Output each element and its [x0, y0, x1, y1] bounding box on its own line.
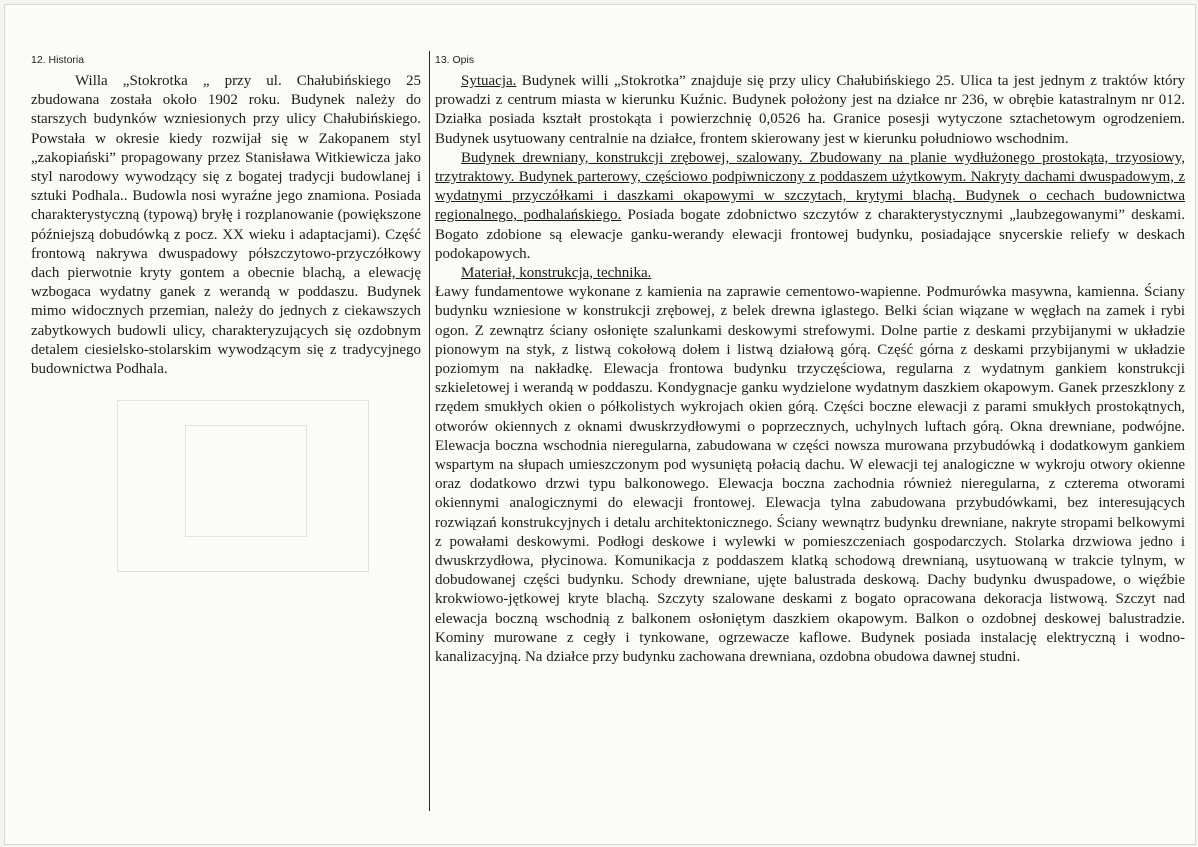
description-heading: 13. Opis [435, 54, 475, 66]
document-page [4, 4, 1196, 845]
section-history [31, 54, 421, 379]
bleed-through-box [117, 400, 369, 572]
situation-label: Sytuacja. [461, 73, 517, 89]
column-divider [429, 51, 430, 811]
situation-text: Budynek willi „Stokrotka” znajduje się przy ulicy Chałubińskiego 25. Ulica ta jest jednym z traktów który prowadzi z centrum miasta w kierunku Kuźnic. Budynek położony jest na działce nr 236, w obrębie katastralnym nr 012. Działka posiada kształt prostokąta i powierzchnię 0,0526 ha. Granice posesji wytyczone sztachetowym ogrodzeniem. Budynek usytuowany centralnie na działce, frontem skierowany jest w kierunku południowo wschodnim. [435, 73, 1185, 147]
building-ornament-text: Posiada bogate zdobnictwo szczytów z charakterystycznymi „laubzegowanymi” deskami. Bogato zdobione są elewacje ganku-werandy elewacji frontowej budynku, posiadające snycerskie reliefy w deskach podokapowych. [435, 207, 1186, 262]
bleed-through-box [185, 425, 307, 537]
building-summary: Budynek drewniany, konstrukcji zrębowej, szalowany. Zbudowany na planie wydłużonego prostokąta, trzyosiowy, trzytraktowy. Budynek parterowy, częściowo podpiwniczony z poddaszem użytkowym. Nakryty dachami dwuspadowym, z wydatnymi przyczółkami i daszkami okapowymi w szczytach, krytymi blachą. Budynek o cechach budownictwa regionalnego, podhalańskiego. [435, 149, 1185, 224]
material-paragraph: Ławy fundamentowe wykonane z kamienia na zaprawie cementowo-wapienne. Podmurówka masywna, kamienna. Ściany budynku wzniesione w konstrukcji zrębowej, z belek drewna iglastego. Belki ścian wiązane w węgłach na zamek i rybi ogon. Z zewnątrz ściany osłonięte szalunkami deskowymi strefowymi. Dolne partie z deskami przybijanymi w układzie pionowym na styk, z listwą cokołową dołem i listwą działową górą. Część górna z deskami przybijanymi w układzie poziomym na nakładkę. Elewacja frontowa budynku trzyczęściowa, regularna z wydatnym gankiem konstrukcji szkieletowej i werandą w poddaszu. Kondygnacje ganku wydzielone wydatnym daszkiem okapowym. Ganek przeszklony z rzędem smukłych okien o półkolistych wykrojach okien górą. Części boczne elewacji z parami smukłych prostokątnych, otworów okiennych z oknami dwuskrzydłowymi o poprzecznych, uchylnych luftach górą. Okna drewniane, podwójne. Elewacja boczna wschodnia nieregularna, zabudowana w części nowsza murowana przybudówką i dodatkowym gankiem wspartym na słupach umieszczonym pod wysuniętą połacią dachu. W elewacji tej analogiczne w wykroju otwory okienne oraz dodatkowo drzwi typu balkonowego. Elewacja boczna zachodnia również nieregularna, z czterema otworami okiennymi analogicznymi do elewacji frontowej. Elewacja tylna zabudowana przybudówkami, bez interesujących rozwiązań konstrukcyjnych i detalu architektonicznego. Ściany wewnątrz budynku drewniane, nakryte stropami belkowymi z powałami deskowymi. Podłogi deskowe i wylewki w pomieszczeniach gospodarczych. Stolarka drzwiowa jedno i dwuskrzydłowa, płycinowa. Komunikacja z poddaszem klatką schodową drewnianą, usytuowaną w trakcie tylnym, w dobudowanej części budynku. Schody drewniane, ujęte balustrada deskową. Dachy budynku dwuspadowe, o więźbie krokwiowo-jętkowej kryte blachą. Szczyty szalowane deskami z bogato opracowana dekoracja listwową. Szczyt nad elewacja boczną wschodnią z balkonem osłoniętym daszkiem okapowym. Balkon o ozdobnej deskowej balustradzie. Kominy murowane z cegły i tynkowane, ogrzewacze kaflowe. Budynek posiada instalację elektryczną i wodno-kanalizacyjną. Na działce przy budynku zachowana drewniana, ozdobna obudowa dawnej studni. [435, 284, 1185, 666]
material-label: Materiał, konstrukcja, technika. [461, 265, 652, 282]
section-description [435, 54, 1185, 667]
situation-paragraph [435, 72, 1185, 149]
material-heading-line [435, 264, 1185, 283]
building-paragraph [435, 149, 1185, 264]
history-heading: 12. Historia [31, 54, 85, 66]
history-text: Willa „Stokrotka „ przy ul. Chałubińskiego 25 zbudowana została około 1902 roku. Budynek należy do starszych budynków wzniesionych przy ulicy Chałubińskiego. Powstała w okresie kiedy rozwijał się w Zakopanem styl „zakopiański” propagowany przez Stanisława Witkiewicza jako styl narodowy wywodzący się z bogatej tradycji budowlanej i sztuki Podhala.. Budowla nosi wyraźne jego znamiona. Posiada charakterystyczną (typową) bryłę i rozplanowanie (powiększone późniejszą dobudówką z pocz. XX wieku i adaptacjami). Część frontową nakrywa dwuspadowy półszczytowo-przyczółkowy dach pierwotnie kryty gontem a obecnie blachą, a elewację wzbogaca wydatny ganek z werandą w poddaszu. Budynek mimo widocznych przemian, należy do jednych z ciekawszych zabytkowych budowli ulicy, charakteryzujących się ozdobnym detalem ciesielsko-stolarskim wywodzącym się z tradycyjnego budownictwa Podhala. [31, 73, 421, 378]
